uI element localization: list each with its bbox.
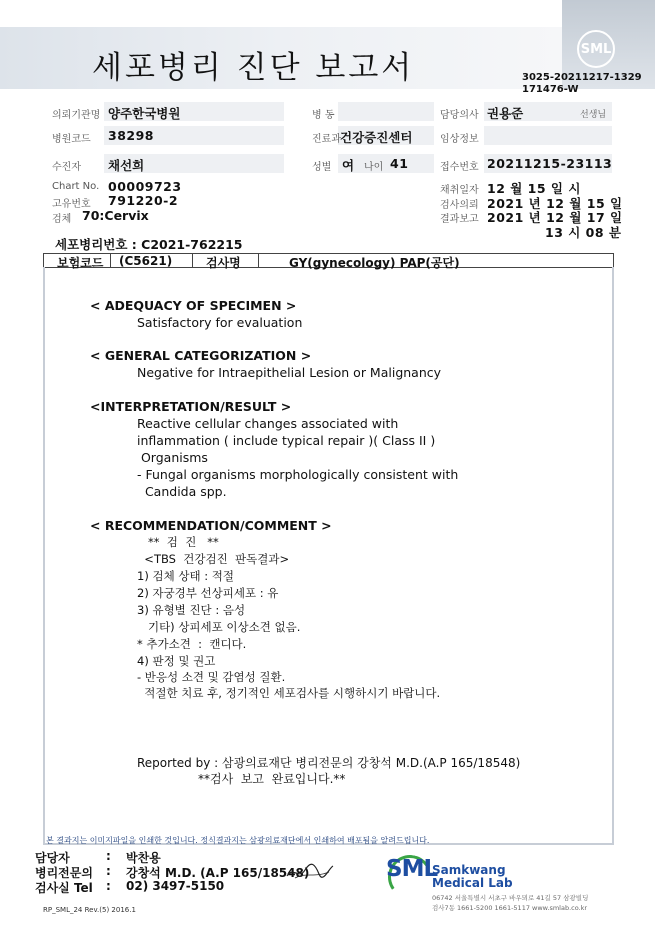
request-value: 2021 년 12 월 15 일 [487,196,623,211]
manager-value: 박찬용 [126,851,161,865]
insurance-code-value: (C5621) [119,254,173,268]
test-name-label: 검사명 [206,256,241,270]
report-complete: **검사 보고 완료입니다.** [198,772,346,786]
interpretation-line: - Fungal organisms morphologically consistent with [137,467,459,482]
divider [110,254,111,267]
doctor-label: 담당의사 [440,110,479,121]
dept-value: 건강증진센터 [340,130,413,145]
hospital-code-value: 38298 [108,128,154,143]
recommendation-line: <TBS 건강검진 판독결과> [137,552,290,566]
request-label: 검사의뢰 [440,200,479,211]
unique-label: 고유번호 [52,199,91,210]
reception-label: 접수번호 [440,162,479,173]
colon: : [106,864,111,878]
pathologist-value: 강창석 M.D. (A.P 165/18548) [126,866,310,880]
result-label: 결과보고 [440,214,479,225]
lab-name [432,864,513,890]
recommendation-line: 4) 판정 및 권고 [137,654,216,668]
lab-name-line-1: Samkwang [432,863,506,877]
manager-label: 담당자 [35,851,70,865]
age-value: 41 [390,156,409,171]
result-time: 13 시 08 분 [545,225,622,240]
hospital-value: 양주한국병원 [108,106,181,121]
pathologist-label: 병리전문의 [35,866,93,880]
age-label: 나이 [364,162,384,173]
form-code: RP_SML_24 Rev.(5) 2016.1 [43,906,136,914]
reported-by: Reported by : 삼광의료재단 병리전문의 강창석 M.D.(A.P 165/18548) [137,756,521,770]
specimen-label: 검체 [52,214,72,225]
recommendation-line: 기타) 상피세포 이상소견 없음. [137,620,301,634]
reception-value: 20211215-23113 [487,156,613,171]
category-text: Negative for Intraepithelial Lesion or Malignancy [137,365,442,380]
ward-shade [338,102,434,121]
colon: : [106,879,111,893]
hospital-code-label: 병원코드 [52,134,91,145]
doctor-suffix: 선생님 [580,110,607,120]
tel-label: 검사실 Tel [35,881,93,895]
unique-value: 791220-2 [108,193,179,208]
interpretation-line: inflammation ( include typical repair )( Class II ) [137,433,436,448]
colon: : [106,849,111,863]
interpretation-line: Reactive cellular changes associated with [137,416,399,431]
patient-label: 수진자 [52,162,81,173]
interpretation-line: Candida spp. [137,484,227,499]
result-value: 2021 년 12 월 17 일 [487,210,623,225]
lab-address [432,893,588,913]
sml-logo-icon: SML [577,30,615,68]
recommendation-line: - 반응성 소견 및 감염성 질환. [137,670,286,684]
report-number [522,72,642,96]
recommendation-line: * 추가소견 : 캔디다. [137,637,247,651]
lab-logo: SML [386,856,438,882]
report-code-1: 3025-20211217-1329 [522,72,642,83]
collect-value: 12 월 15 일 시 [487,181,581,196]
chart-value: 00009723 [108,179,182,194]
report-code-2: 171476-W [522,84,579,95]
address-line-1: 06742 서울특별시 서초구 바우뫼로 41길 57 삼광빌딩 [432,894,589,902]
insurance-bar [43,253,614,268]
ward-label: 병 동 [312,110,335,121]
insurance-code-label: 보험코드 [57,256,104,270]
doctor-value: 권용준 [487,106,524,121]
signature-image [285,860,335,884]
recommendation-line: 3) 유형별 진단 : 음성 [137,603,246,617]
recommendation-line: 2) 자궁경부 선상피세포 : 유 [137,586,279,600]
chart-label: Chart No. [52,181,100,192]
patient-value: 채선희 [108,158,145,173]
recommendation-line: 적절한 치료 후, 정기적인 세포검사를 시행하시기 바랍니다. [137,686,441,700]
test-name-value: GY(gynecology) PAP(공단) [289,256,460,270]
recommendation-line: 1) 검체 상태 : 적절 [137,569,234,583]
interpretation-line: Organisms [137,450,208,465]
collect-label: 채취일자 [440,185,479,196]
recommendation-line: ** 검 진 ** [137,535,219,549]
report-title: 세포병리 진단 보고서 [92,50,415,86]
category-heading: < GENERAL CATEGORIZATION > [90,348,312,363]
cytology-number: 세포병리번호 : C2021-762215 [55,237,243,252]
clinical-shade [484,126,612,145]
recommendation-heading: < RECOMMENDATION/COMMENT > [90,518,332,533]
tel-value: 02) 3497-5150 [126,879,225,893]
sex-label: 성별 [312,162,332,173]
address-line-2: 검사7동 1661-5200 1661-5117 www.smlab.co.kr [432,904,588,912]
divider [192,254,193,267]
divider [258,254,259,267]
dept-label: 진료과 [312,134,341,145]
specimen-value: 70:Cervix [82,208,149,223]
clinical-label: 임상정보 [440,134,479,145]
print-warning: 본 결과지는 이미지파일을 인쇄한 것입니다. 정식결과지는 삼광의료재단에서 인쇄하여 배포됨을 알려드립니다. [46,836,430,845]
lab-name-line-2: Medical Lab [432,876,513,890]
hospital-label: 의뢰기관명 [52,110,101,121]
interpretation-heading: <INTERPRETATION/RESULT > [90,399,292,414]
adequacy-text: Satisfactory for evaluation [137,315,303,330]
sex-value: 여 [342,158,355,173]
adequacy-heading: < ADEQUACY OF SPECIMEN > [90,298,297,313]
